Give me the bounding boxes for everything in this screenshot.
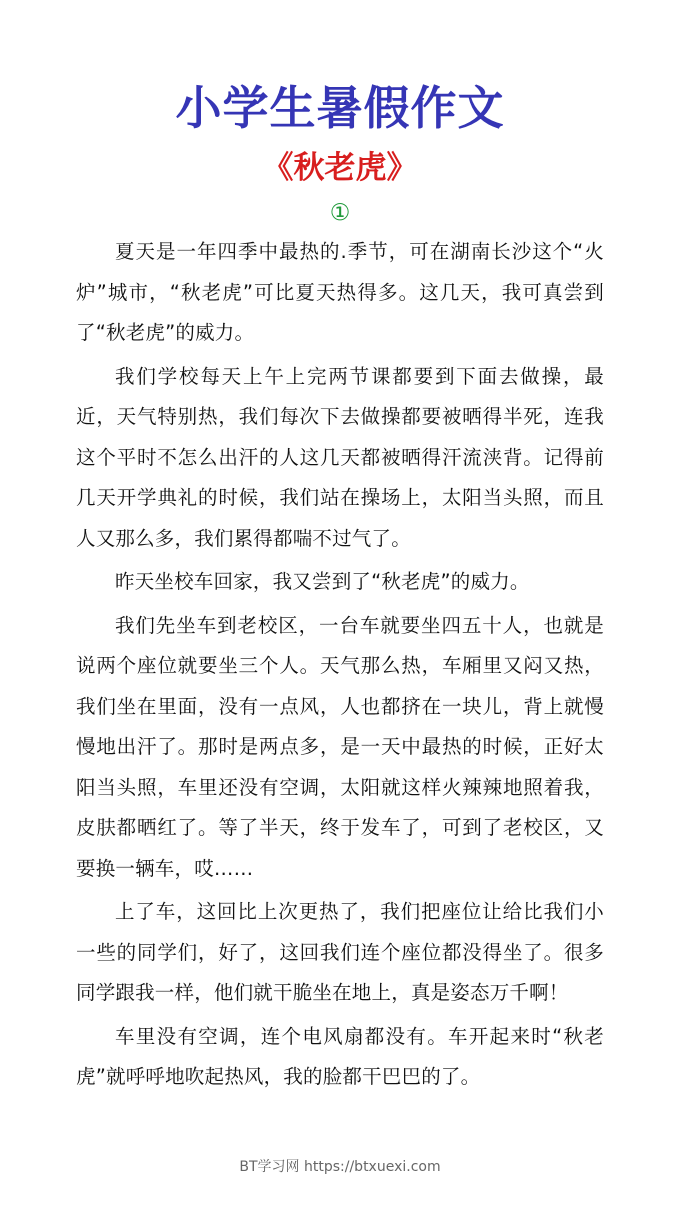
paragraph: 上了车，这回比上次更热了，我们把座位让给比我们小一些的同学们，好了，这回我们连个座位都没得坐了。很多同学跟我一样，他们就干脆坐在地上，真是姿态万千啊！ bbox=[76, 900, 604, 1004]
paragraph: 夏天是一年四季中最热的.季节，可在湖南长沙这个“火炉”城市，“秋老虎”可比夏天热得多。这几天，我可真尝到了“秋老虎”的威力。 bbox=[76, 240, 604, 344]
paragraph: 昨天坐校车回家，我又尝到了“秋老虎”的威力。 bbox=[115, 570, 530, 593]
document-title: 小学生暑假作文 bbox=[175, 81, 505, 135]
paragraph: 车里没有空调，连个电风扇都没有。车开起来时“秋老虎”就呼呼地吹起热风，我的脸都干巴巴的了。 bbox=[76, 1024, 604, 1088]
paragraph: 我们先坐车到老校区，一台车就要坐四五十人，也就是说两个座位就要坐三个人。天气那么热，车厢里又闷又热，我们坐在里面，没有一点风，人也都挤在一块儿，背上就慢慢地出汗了。那时是两点多，是一天中最热的时候，正好太阳当头照，车里还没有空调，太阳就这样火辣辣地照着我，皮肤都晒红了。等了半天，终于发车了，可到了老校区，又要换一辆车，哎…… bbox=[76, 613, 604, 880]
paragraph: 我们学校每天上午上完两节课都要到下面去做操，最近，天气特别热，我们每次下去做操都要被晒得半死，连我这个平时不怎么出汗的人这几天都被晒得汗流浃背。记得前几天开学典礼的时候，我们站在操场上，太阳当头照，而且人又那么多，我们累得都喘不过气了。 bbox=[76, 364, 604, 550]
document-subtitle: 《秋老虎》 bbox=[262, 150, 418, 186]
footer-watermark: BT学习网 https://btxuexi.com bbox=[239, 1159, 441, 1175]
section-number: ① bbox=[329, 200, 351, 226]
essay-body bbox=[76, 232, 604, 1098]
